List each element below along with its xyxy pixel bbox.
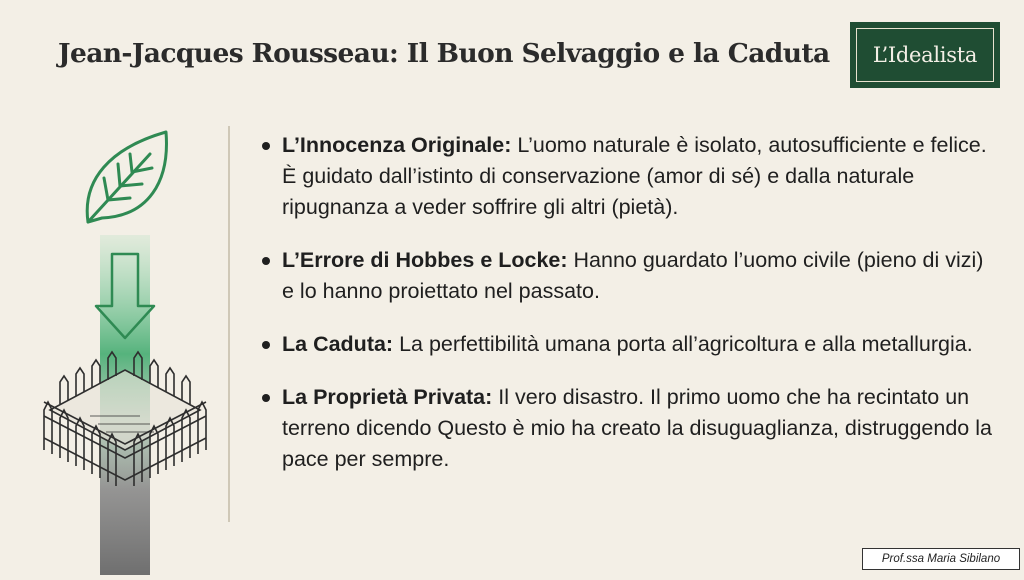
bullet-term: La Proprietà Privata: bbox=[282, 385, 493, 409]
vertical-divider bbox=[228, 126, 230, 522]
author-credit: Prof.ssa Maria Sibilano bbox=[862, 548, 1020, 570]
bullet-caduta bbox=[258, 329, 998, 360]
bullet-dot bbox=[262, 142, 270, 150]
leaf-icon bbox=[87, 132, 166, 222]
bullet-text: Hanno guardato l’uomo civile (pieno di vizi) e lo hanno proiettato nel passato. bbox=[282, 248, 984, 303]
bullet-dot bbox=[262, 341, 270, 349]
bullet-dot bbox=[262, 257, 270, 265]
brand-badge bbox=[850, 22, 1000, 88]
bullet-dot bbox=[262, 394, 270, 402]
bullet-errore bbox=[258, 245, 998, 307]
bullet-term: L’Errore di Hobbes e Locke: bbox=[282, 248, 568, 272]
fall-illustration bbox=[30, 120, 220, 580]
bullet-proprieta bbox=[258, 382, 998, 475]
slide-title: Jean-Jacques Rousseau: Il Buon Selvaggio e la Caduta bbox=[58, 38, 830, 69]
bullet-text: La perfettibilità umana porta all’agricoltura e alla metallurgia. bbox=[393, 332, 973, 356]
bullet-innocenza bbox=[258, 130, 998, 223]
bullet-text: Il vero disastro. Il primo uomo che ha recintato un terreno dicendo Questo è mio ha creato la disuguaglianza, distruggendo la pace per sempre. bbox=[282, 385, 992, 471]
fall-illustration-svg bbox=[30, 120, 220, 575]
bullet-list bbox=[258, 130, 998, 497]
bullet-text: L’uomo naturale è isolato, autosufficiente e felice. È guidato dall’istinto di conservazione (amor di sé) e dalla naturale ripugnanza a veder soffrire gli altri (pietà). bbox=[282, 133, 987, 219]
bullet-term: L’Innocenza Originale: bbox=[282, 133, 512, 157]
brand-name: L’Idealista bbox=[872, 43, 978, 67]
bullet-term: La Caduta: bbox=[282, 332, 394, 356]
